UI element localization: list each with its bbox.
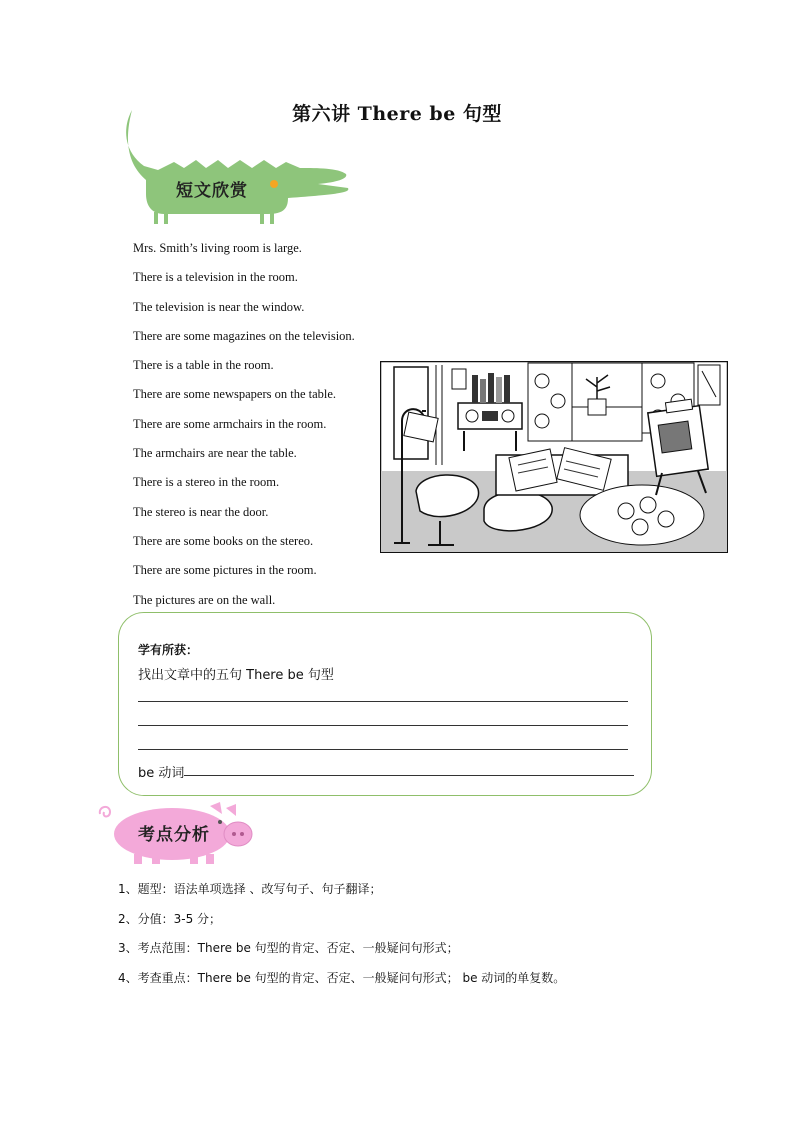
passage-line: There are some magazines on the television. [133,328,355,343]
be-verb-answer-line[interactable] [184,775,634,776]
list-item: 2、分值：3-5 分； [118,911,222,926]
learning-outcome-title: 学有所获： [138,643,199,657]
answer-line[interactable] [138,725,628,726]
page-title: 第六讲 There be 句型 [292,103,502,125]
living-room-illustration [380,361,728,553]
passage-line: The pictures are on the wall. [133,592,276,607]
passage-line: The armchairs are near the table. [133,446,297,461]
passage-line: There is a stereo in the room. [133,475,280,490]
answer-line[interactable] [138,749,628,750]
passage-line: There are some newspapers on the table. [133,387,337,402]
passage-line: There are some books on the stereo. [133,533,314,548]
list-item: 3、考点范围：There be 句型的肯定、否定、一般疑问句形式； [118,941,459,956]
passage-line: There is a television in the room. [133,270,298,285]
crocodile-banner-icon [118,108,358,226]
list-item: 1、题型：语法单项选择 、改写句子、句子翻译； [118,882,382,896]
answer-line[interactable] [138,701,628,702]
passage-line: There are some pictures in the room. [133,563,317,578]
section-label-analysis: 考点分析 [138,825,210,845]
reading-passage [133,239,383,620]
passage-line: There are some armchairs in the room. [133,416,327,431]
learning-outcome-box [118,612,652,796]
exam-points-list [118,880,565,998]
be-verb-label: be 动词 [138,766,185,781]
task-prompt: 找出文章中的五句 There be 句型 [138,668,334,683]
section-label-reading: 短文欣赏 [176,181,248,201]
passage-line: There is a table in the room. [133,358,274,373]
passage-line: The television is near the window. [133,299,305,314]
list-item: 4、考查重点：There be 句型的肯定、否定、一般疑问句形式； be 动词的单复数。 [118,970,566,985]
passage-line: Mrs. Smith’s living room is large. [133,241,302,255]
passage-line: The stereo is near the door. [133,504,269,519]
